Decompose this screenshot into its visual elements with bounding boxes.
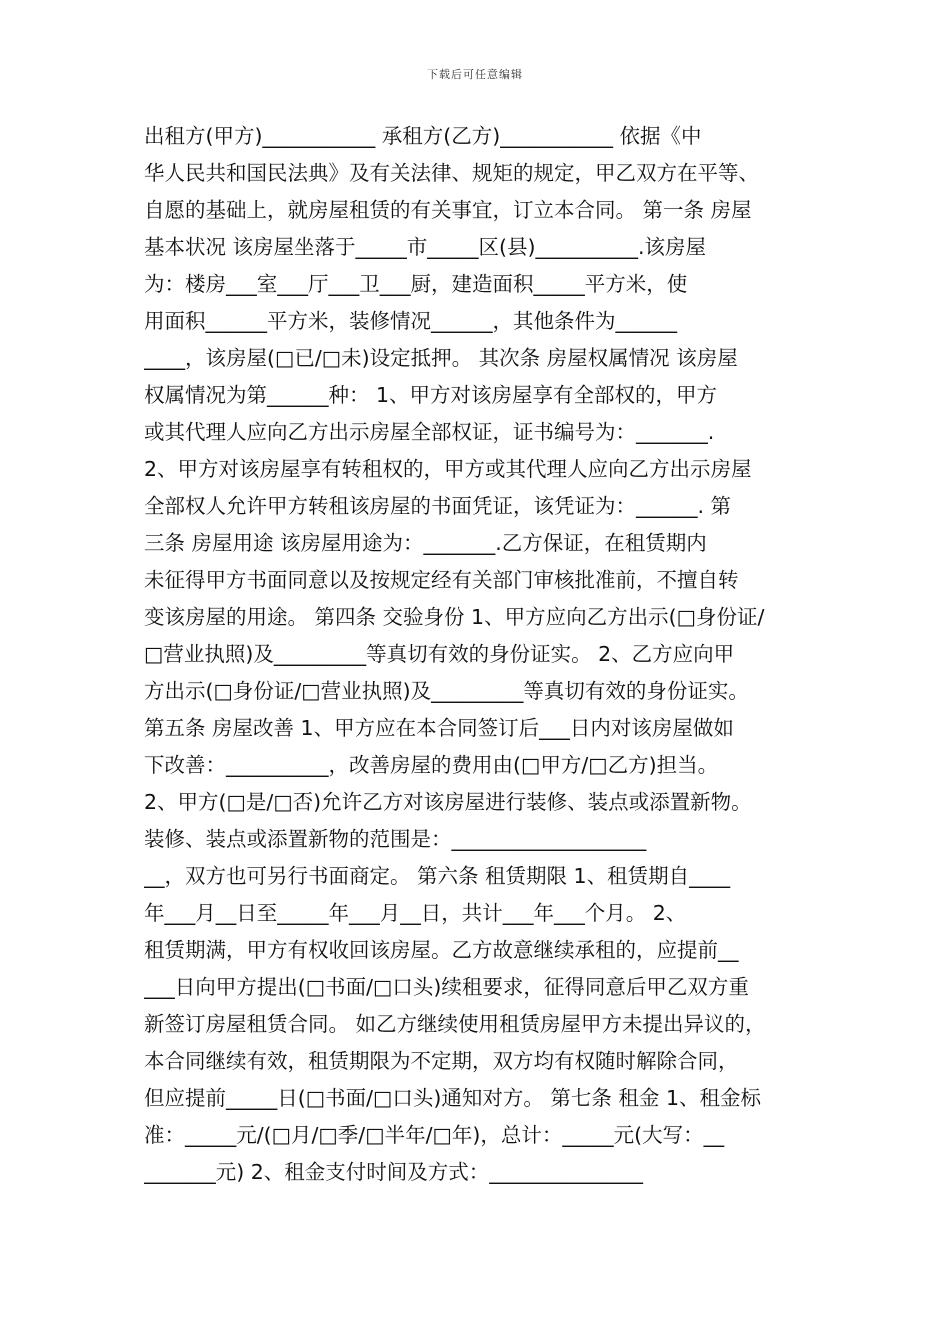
- header-note: 下载后可任意编辑: [427, 68, 523, 81]
- text-line-13: 未征得甲方书面同意以及按规定经有关部门审核批准前，不擅自转: [144, 568, 739, 592]
- contract-body: [144, 118, 814, 1191]
- text-line-8: 权属情况为第______种： 1、甲方对该房屋享有全部权的，甲方: [144, 383, 718, 407]
- text-line-17: 第五条 房屋改善 1、甲方应在本合同签订后___日内对该房屋做如: [144, 716, 734, 740]
- text-line-18: 下改善：__________，改善房屋的费用由(□甲方/□乙方)担当。: [144, 753, 719, 777]
- text-line-2: 华人民共和国民法典》及有关法律、规矩的规定，甲乙双方在平等、: [144, 161, 759, 185]
- text-line-21: __，双方也可另行书面商定。 第六条 租赁期限 1、租赁期自____: [144, 864, 731, 888]
- text-line-29: _______元) 2、租金支付时间及方式：_______________: [144, 1160, 644, 1184]
- text-line-4: 基本状况 该房屋坐落于_____市_____区(县)__________.该房屋: [144, 235, 707, 259]
- text-line-28: 准：_____元/(□月/□季/□半年/□年)，总计：_____元(大写：__: [144, 1123, 725, 1147]
- text-line-26: 本合同继续有效，租赁期限为不定期，双方均有权随时解除合同，: [144, 1049, 739, 1073]
- text-line-6: 用面积______平方米，装修情况______，其他条件为______: [144, 309, 677, 333]
- text-line-19: 2、甲方(□是/□否)允许乙方对该房屋进行装修、装点或添置新物。: [144, 790, 752, 814]
- text-line-1: 出租方(甲方)___________ 承租方(乙方)___________ 依据《中: [144, 124, 702, 148]
- text-line-27: 但应提前_____日(□书面/□口头)通知对方。 第七条 租金 1、租金标: [144, 1086, 761, 1110]
- text-line-22: 年___月__日至_____年___月__日，共计___年___个月。 2、: [144, 901, 687, 925]
- text-line-12: 三条 房屋用途 该房屋用途为：_______.乙方保证，在租赁期内: [144, 531, 707, 555]
- text-line-20: 装修、装点或添置新物的范围是：___________________: [144, 827, 647, 851]
- text-line-15: □营业执照)及_________等真切有效的身份证实。 2、乙方应向甲: [144, 642, 735, 666]
- text-line-10: 2、甲方对该房屋享有转租权的，甲方或其代理人应向乙方出示房屋: [144, 457, 752, 481]
- text-line-16: 方出示(□身份证/□营业执照)及_________等真切有效的身份证实。: [144, 679, 749, 703]
- text-line-9: 或其代理人应向乙方出示房屋全部权证，证书编号为：_______.: [144, 420, 715, 444]
- text-line-11: 全部权人允许甲方转租该房屋的书面凭证，该凭证为：______. 第: [144, 494, 732, 518]
- text-line-25: 新签订房屋租赁合同。 如乙方继续使用租赁房屋甲方未提出异议的，: [144, 1012, 766, 1036]
- text-line-14: 变该房屋的用途。 第四条 交验身份 1、甲方应向乙方出示(□身份证/: [144, 605, 765, 629]
- text-line-24: ___日向甲方提出(□书面/□口头)续租要求，征得同意后甲乙双方重: [144, 975, 749, 999]
- text-line-3: 自愿的基础上，就房屋租赁的有关事宜，订立本合同。 第一条 房屋: [144, 198, 752, 222]
- text-line-23: 租赁期满，甲方有权收回该房屋。乙方故意继续承租的，应提前__: [144, 938, 739, 962]
- text-line-5: 为：楼房___室___厅___卫___厨，建造面积_____平方米，使: [144, 272, 688, 296]
- text-line-7: ____，该房屋(□已/□未)设定抵押。 其次条 房屋权属情况 该房屋: [144, 346, 738, 370]
